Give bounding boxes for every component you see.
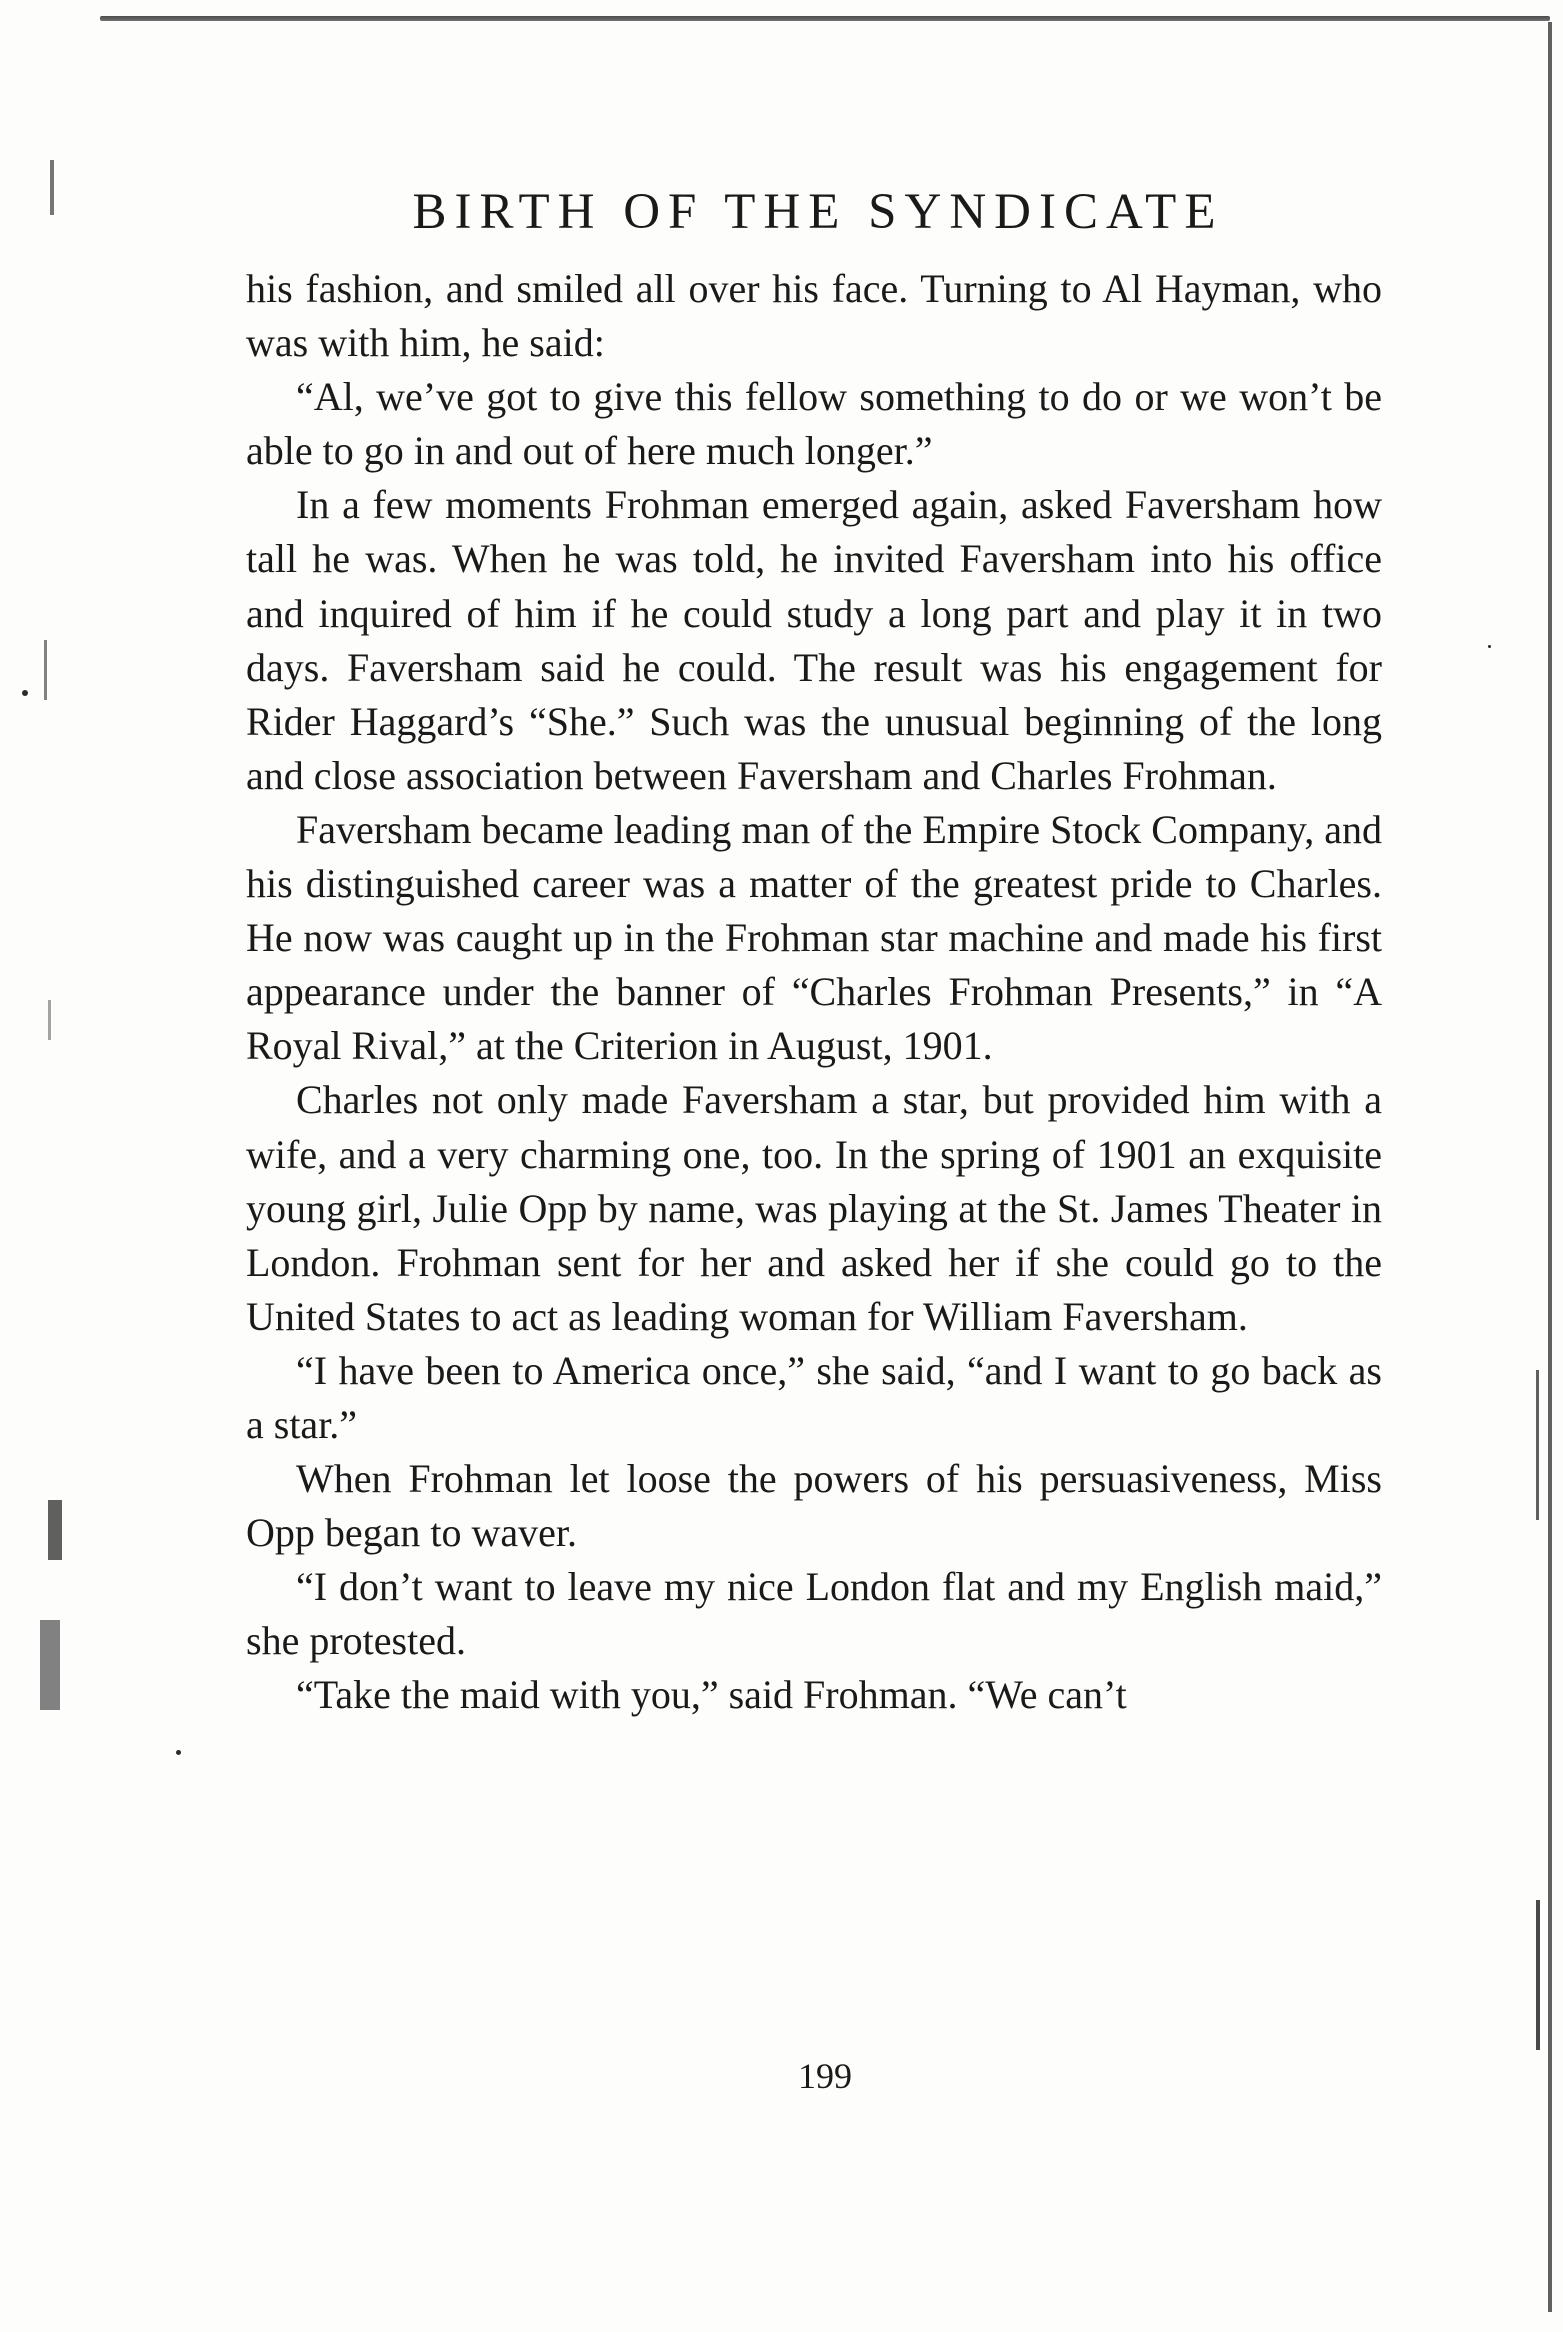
margin-speck	[22, 690, 28, 696]
margin-speck	[1488, 645, 1491, 648]
margin-mark	[44, 640, 47, 700]
paragraph: “Take the maid with you,” said Frohman. “We can’t	[296, 1672, 1127, 1718]
paragraph: “I don’t want to leave my nice London flat and my English maid,” she protested.	[246, 1564, 1382, 1664]
margin-mark	[40, 1620, 60, 1710]
paragraph: Charles not only made Faversham a star, but provided him with a wife, and a very charming one, too. In the spring of 1901 an exquisite young girl, Julie Opp by name, was playing at the St. James Theater in London. Frohman sent for her and asked her if she could go to the United States to act as leading woman for William Faversham.	[246, 1077, 1382, 1339]
paragraph: his fashion, and smiled all over his face. Turning to Al Hayman, who was with him, he said:	[246, 266, 1382, 366]
paragraph: “Al, we’ve got to give this fellow something to do or we won’t be able to go in and out of here much longer.”	[246, 374, 1382, 474]
margin-mark	[48, 1500, 62, 1560]
paragraph: When Frohman let loose the powers of his persuasiveness, Miss Opp began to waver.	[246, 1456, 1382, 1556]
margin-mark	[1536, 1900, 1540, 2050]
margin-mark	[1536, 1370, 1539, 1520]
margin-speck	[176, 1750, 181, 1755]
margin-mark	[48, 1000, 51, 1040]
paragraph: “I have been to America once,” she said, “and I want to go back as a star.”	[246, 1347, 1382, 1447]
body-text	[246, 262, 1382, 1723]
margin-mark	[50, 160, 54, 215]
page-number: 199	[798, 2056, 852, 2096]
running-head: BIRTH OF THE SYNDICATE	[412, 184, 1224, 240]
right-page-edge	[1548, 22, 1552, 2312]
paragraph: Faversham became leading man of the Empire Stock Company, and his distinguished career was a matter of the greatest pride to Charles. He now was caught up in the Frohman star machine and made his first appearance under the banner of “Charles Frohman Presents,” in “A Royal Rival,” at the Criterion in August, 1901.	[246, 806, 1382, 1069]
top-edge-rule	[100, 16, 1550, 21]
paragraph: In a few moments Frohman emerged again, asked Faversham how tall he was. When he was told, he invited Faversham into his office and inquired of him if he could study a long part and play it in two days. Faversham said he could. The result was his engagement for Rider Haggard’s “She.” Such was the unusual beginning of the long and close association between Faversham and Charles Frohman.	[246, 482, 1382, 798]
